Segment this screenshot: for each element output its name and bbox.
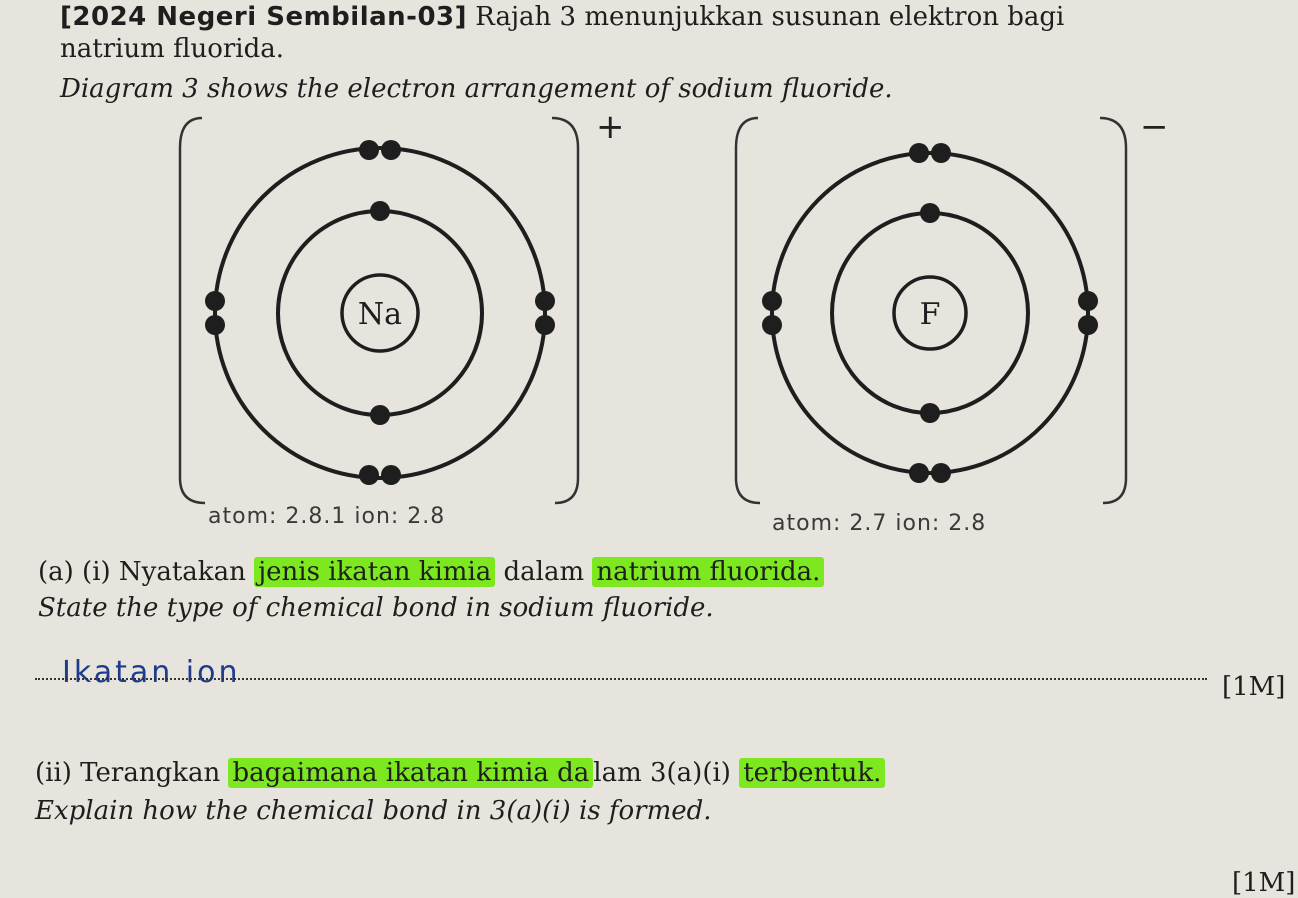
electron [920,203,940,223]
marks-label: [1M] [1232,868,1296,898]
electron [205,291,225,311]
fluorine-handwritten-note: atom: 2.7 ion: 2.8 [772,511,987,536]
question-text: lam 3(a)(i) [593,758,740,788]
marks-label: [1M] [1222,672,1286,702]
electron [381,140,401,160]
question-header [60,2,1064,32]
question-a-i-english: State the type of chemical bond in sodium fluoride. [38,593,714,623]
electron [205,315,225,335]
question-text: (ii) Terangkan [35,758,229,788]
electron [920,403,940,423]
question-text: (a) (i) Nyatakan [38,557,255,587]
electron [370,405,390,425]
nucleus-label: Na [357,297,403,332]
electron [762,291,782,311]
question-text: dalam [495,557,593,587]
electron [1078,315,1098,335]
electron [762,315,782,335]
source-tag: [2024 Negeri Sembilan-03] [60,2,468,32]
right-bracket [1100,118,1126,503]
electron [535,291,555,311]
highlighted-text: jenis ikatan kimia [254,557,495,587]
nucleus-label: F [919,297,941,332]
highlighted-text: terbentuk. [739,758,885,788]
highlighted-text: natrium fluorida. [592,557,824,587]
highlighted-text: bagaimana ikatan kimia da [228,758,593,788]
electron [909,143,929,163]
electron [359,465,379,485]
english-intro: Diagram 3 shows the electron arrangement of sodium fluoride. [60,74,893,104]
electron [370,201,390,221]
sodium-handwritten-note: atom: 2.8.1 ion: 2.8 [208,504,446,529]
sodium-charge: + [596,107,625,147]
answer-line [35,678,1207,680]
question-a-ii-english: Explain how the chemical bond in 3(a)(i) is formed. [35,796,712,826]
sodium-ion-diagram [180,107,625,529]
electron [931,143,951,163]
handwritten-answer: Ikatan ion [62,655,241,690]
electron [381,465,401,485]
electron-arrangement-diagram [160,107,1169,538]
right-bracket [552,118,578,503]
malay-intro-line1: Rajah 3 menunjukkan susunan elektron bagi [475,2,1065,32]
electron [1078,291,1098,311]
fluoride-charge: − [1140,107,1169,147]
left-bracket [736,118,760,503]
electron [359,140,379,160]
fluoride-ion-diagram [736,107,1169,536]
left-bracket [180,118,205,503]
question-a-i [38,557,824,587]
malay-intro-line2: natrium fluorida. [60,34,284,64]
question-a-ii [35,758,885,788]
electron [909,463,929,483]
electron [535,315,555,335]
electron [931,463,951,483]
